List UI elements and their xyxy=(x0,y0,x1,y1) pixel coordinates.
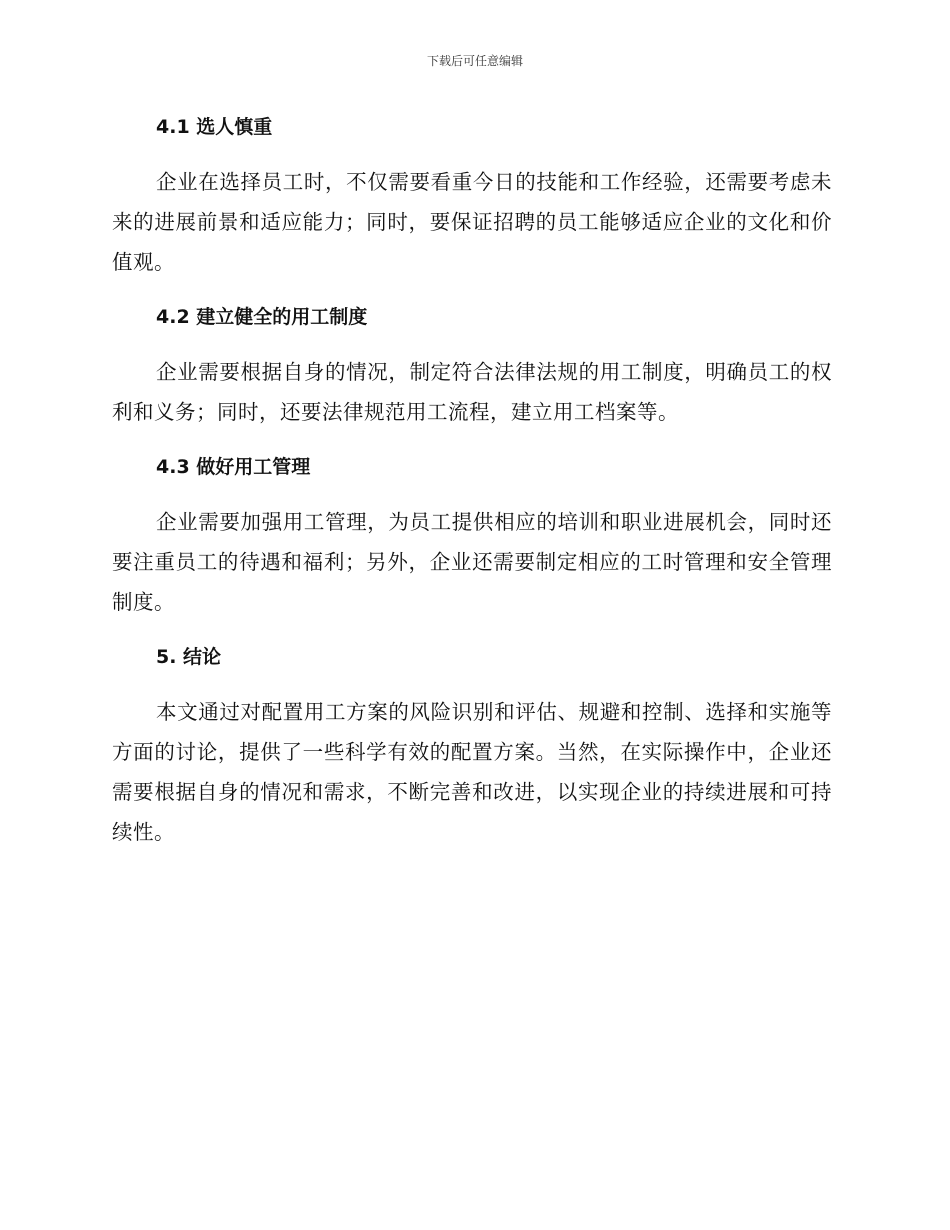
section-heading-4-3: 4.3 做好用工管理 xyxy=(156,456,311,478)
document-body xyxy=(112,108,832,852)
section-heading-4-2: 4.2 建立健全的用工制度 xyxy=(156,306,368,328)
paragraph-4-2: 企业需要根据自身的情况，制定符合法律法规的用工制度，明确员工的权利和义务；同时，还要法律规范用工流程，建立用工档案等。 xyxy=(112,360,832,424)
paragraph-4-1: 企业在选择员工时，不仅需要看重今日的技能和工作经验，还需要考虑未来的进展前景和适应能力；同时，要保证招聘的员工能够适应企业的文化和价值观。 xyxy=(112,170,832,274)
section-heading-4-1: 4.1 选人慎重 xyxy=(156,116,273,138)
section-heading-conclusion: 5. 结论 xyxy=(156,646,222,668)
paragraph-conclusion: 本文通过对配置用工方案的风险识别和评估、规避和控制、选择和实施等方面的讨论，提供了一些科学有效的配置方案。当然，在实际操作中，企业还需要根据自身的情况和需求，不断完善和改进，以实现企业的持续进展和可持续性。 xyxy=(112,700,832,844)
page-header: 下载后可任意编辑 xyxy=(426,54,523,68)
paragraph-4-3: 企业需要加强用工管理，为员工提供相应的培训和职业进展机会，同时还要注重员工的待遇和福利；另外，企业还需要制定相应的工时管理和安全管理制度。 xyxy=(112,510,832,614)
